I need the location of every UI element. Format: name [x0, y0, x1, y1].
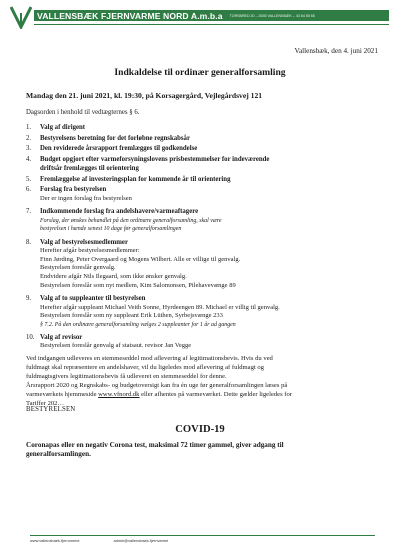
agenda-number: 6.	[26, 186, 32, 193]
agenda-list	[26, 123, 376, 351]
agenda-item-continued	[26, 164, 376, 174]
agenda-item	[26, 333, 376, 343]
covid-line: generalforsamlingen.	[26, 450, 91, 459]
footer-website[interactable]: www.vallensbaek-fjernvarme	[30, 538, 80, 543]
closing-line: Ved indgangen udleveres en stemmeseddel mod aflevering af legitimationsbevis. Hvis du ved	[26, 355, 273, 362]
agenda-number: 1.	[26, 124, 32, 131]
closing-line: Årsrapport 2020 og Regnskabs- og budgetoversigt kan fra én uge før generalforsamlingen læses på	[26, 381, 288, 389]
company-name: VALLENSBÆK FJERNVARME NORD A.m.b.a	[37, 10, 223, 21]
company-contact: TORSBRED 20 – 2635 VALLENSBÆK – 43 64 65 66	[229, 13, 315, 18]
closing-paragraph	[26, 355, 378, 408]
letterhead	[10, 5, 393, 29]
agenda-item	[26, 155, 376, 165]
agenda-title: Valg af revisor	[40, 333, 83, 341]
agenda-item	[26, 207, 376, 217]
closing-line: Tariffer 202…	[26, 399, 65, 407]
agenda-note: Der er ingen forslag fra bestyrelsen	[40, 194, 132, 202]
agenda-number: 8.	[26, 238, 32, 246]
footer-email[interactable]: admin@vallensbaek-fjernvarme	[113, 538, 169, 543]
agenda-note: bestyrelsen i hænde senest 10 dage før generalforsamlingen	[40, 226, 182, 233]
agenda-title-continued: driftsår fremlægges til orientering	[40, 165, 139, 172]
letterhead-bar	[34, 10, 389, 21]
agenda-number: 7.	[26, 208, 32, 216]
agenda-note: Herefter afgår suppleant Michael Veith Sonne, Hyrdeengen 89. Michael er villig til genvalg.	[40, 303, 280, 311]
covid-line: Coronapas eller en negativ Corona test, maksimal 72 timer gammel, giver adgang til	[26, 441, 284, 449]
letterhead-rule	[34, 24, 389, 25]
agenda-item	[26, 123, 376, 133]
agenda-item	[26, 185, 376, 195]
closing-text: eller afhentes på varmeværket. Dette gælder ligeledes for	[139, 390, 292, 398]
agenda-note: Forslag, der ønskes behandlet på den ordinære generalforsamling, skal være	[40, 217, 222, 224]
document-title: Indkaldelse til ordinær generalforsamling	[114, 67, 286, 78]
letter-date: Vallensbæk, den 4. juni 2021	[294, 47, 378, 55]
agenda-title: Indkommende forslag fra andelshavere/varmeaftagere	[40, 208, 199, 216]
agenda-title: Budget opgjort efter varmeforsyningslovens prisbestemmelser for indeværende	[40, 155, 270, 163]
agenda-note: Endvidere afgår Nils Ilegaard, som ikke ønsker genvalg.	[40, 273, 187, 281]
agenda-note: Finn Jørding, Peter Overgaard og Mogens Wilbert. Alle er villige til genvalg.	[40, 255, 241, 263]
agenda-title: Forslag fra bestyrelsen	[40, 186, 107, 193]
meeting-details: Mandag den 21. juni 2021, kl. 19:30, på Korsagergård, Vejlegårdsvej 121	[26, 91, 263, 100]
agenda-title: Valg af to suppleanter til bestyrelsen	[40, 295, 146, 303]
agenda-number: 2.	[26, 134, 32, 142]
agenda-note: § 7.2. På den ordinære generalforsamling vælges 2 suppleanter for 1 år ad gangen	[40, 321, 236, 328]
agenda-note: Herefter afgår bestyrelsesmedlemmer:	[40, 247, 140, 255]
agenda-title: Den reviderede årsrapport fremlægges til godkendelse	[40, 145, 198, 152]
agenda-number: 5.	[26, 175, 32, 183]
website-link[interactable]: www.vfnord.dk	[98, 390, 140, 398]
closing-line	[26, 391, 378, 400]
agenda-intro: Dagsorden i henhold til vedtægternes § 6.	[26, 109, 140, 116]
agenda-number: 3.	[26, 145, 32, 152]
agenda-note: Bestyrelsen foreslår genvalg.	[40, 264, 116, 272]
covid-heading: COVID-19	[175, 424, 225, 435]
page-footer	[30, 535, 375, 543]
company-logo-icon	[10, 5, 32, 29]
agenda-title: Fremlæggelse af investeringsplan for kommende år til orientering	[40, 175, 231, 183]
agenda-note: Bestyrelsen foreslår som ny suppleant Erik Lüthen, Syrbejsvænge 233	[40, 312, 223, 320]
agenda-item	[26, 294, 376, 304]
agenda-title: Valg af bestyrelsesmedlemmer	[40, 238, 128, 246]
agenda-title: Valg af dirigent	[40, 124, 86, 131]
agenda-note: Bestyrelsen foreslår genvalg af statsaut. revisor Jan Vegge	[40, 342, 192, 350]
closing-line: fuldmagt skal repræsentere en andelshaver, vil du ligeledes mod aflevering af fuldmagt og	[26, 363, 264, 371]
agenda-number: 10.	[26, 333, 35, 341]
agenda-item	[26, 134, 376, 144]
closing-text: varmeværkets hjemmeside	[26, 390, 99, 398]
agenda-number: 4.	[26, 155, 32, 163]
covid-notice	[26, 441, 366, 460]
agenda-item	[26, 175, 376, 185]
signature: BESTYRELSEN	[26, 406, 76, 413]
agenda-item	[26, 144, 376, 154]
closing-line: fuldmagtsgivers legitimationsbevis få udleveret en stemmeseddel for denne.	[26, 372, 227, 380]
agenda-title: Bestyrelsens beretning for det forløbne regnskabsår	[40, 134, 190, 142]
agenda-note: Bestyrelsen foreslår som nyt medlem, Kim Salomonsen, Pilehavevænge 89	[40, 281, 236, 289]
agenda-number: 9.	[26, 295, 32, 303]
agenda-item	[26, 238, 376, 248]
